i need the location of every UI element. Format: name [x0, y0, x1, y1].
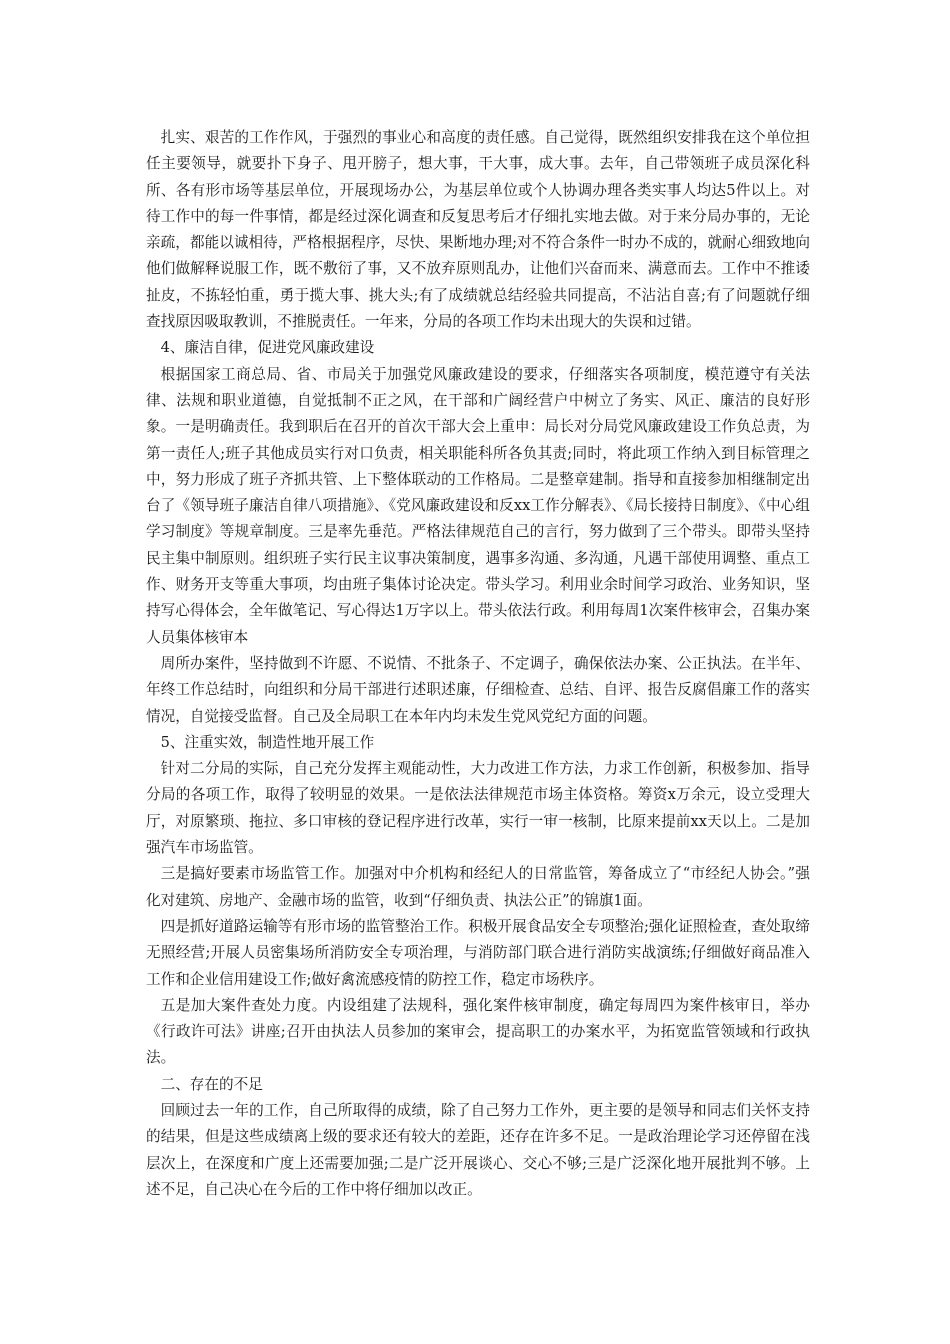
paragraph-case-handling: 五是加大案件查处力度。内设组建了法规科，强化案件核审制度，确定每周四为案件核审日，举办《行政许可法》讲座;召开由执法人员参加的案审会，提高职工的办案水平，为拓宽监管领域和行政执法。	[146, 996, 810, 1067]
paragraph-work-style: 扎实、艰苦的工作作风，于强烈的事业心和高度的责任感。自己觉得，既然组织安排我在这个单位担任主要领导，就要扑下身子、甩开膀子，想大事，干大事，成大事。去年，自己带领班子成员深化科所、各有形市场等基层单位，开展现场办公，为基层单位或个人协调办理各类实事人均达5件以上。对待工作中的每一件事情，都是经过深化调查和反复思考后才仔细扎实地去做。对于来分局办事的，无论亲疏，都能以诚相待，严格根据程序，尽快、果断地办理;对不符合条件一时办不成的，就耐心细致地向他们做解释说服工作，既不敷衍了事，又不放弃原则乱办，让他们兴奋而来、满意而去。工作中不推诿扯皮，不拣轻怕重，勇于揽大事、挑大头;有了成绩就总结经验共同提高，不沾沾自喜;有了问题就仔细查找原因吸取教训，不推脱责任。一年来，分局的各项工作均未出现大的失误和过错。	[146, 129, 810, 331]
paragraph-shortcomings: 回顾过去一年的工作，自己所取得的成绩，除了自己努力工作外，更主要的是领导和同志们关怀支持的结果，但是这些成绩离上级的要求还有较大的差距，还存在许多不足。一是政治理论学习还停留在浅层次上，在深度和广度上还需要加强;二是广泛开展谈心、交心不够;三是广泛深化地开展批判不够。上述不足，自己决心在今后的工作中将仔细加以改正。	[146, 1101, 810, 1198]
heading-integrity: 4、廉洁自律，促进党风廉政建设	[160, 339, 375, 357]
heading-effectiveness: 5、注重实效，制造性地开展工作	[160, 733, 375, 751]
paragraph-integrity: 根据国家工商总局、省、市局关于加强党风廉政建设的要求，仔细落实各项制度，模范遵守有关法律、法规和职业道德，自觉抵制不正之风，在干部和广阔经营户中树立了务实、风正、廉洁的良好形象。一是明确责任。我到职后在召开的首次干部大会上重申：局长对分局党风廉政建设工作负总责，为第一责任人;班子其他成员实行对口负责，相关职能科所各负其责;同时，将此项工作纳入到目标管理之中，努力形成了班子齐抓共管、上下整体联动的工作格局。二是整章建制。指导和直接参加相继制定出台了《领导班子廉洁自律八项措施》、《党风廉政建设和反xx工作分解表》、《局长接持日制度》、《中心组学习制度》等规章制度。三是率先垂范。严格法律规范自己的言行，努力做到了三个带头。即带头坚持民主集中制原则。组织班子实行民主议事决策制度，遇事多沟通、多沟通，凡遇干部使用调整、重点工作、财务开支等重大事项，均由班子集体讨论决定。带头学习。利用业余时间学习政治、业务知识，坚持写心得体会，全年做笔记、写心得达1万字以上。带头依法行政。利用每周1次案件核审会，召集办案人员集体核审本	[146, 365, 810, 646]
paragraph-weekly-cases: 周所办案件，坚持做到不许愿、不说情、不批条子、不定调子，确保依法办案、公正执法。在半年、年终工作总结时，向组织和分局干部进行述职述廉，仔细检查、总结、自评、报告反腐倡廉工作的落实情况，自觉接受监督。自己及全局职工在本年内均未发生党风党纪方面的问题。	[146, 654, 810, 725]
paragraph-road-transport: 四是抓好道路运输等有形市场的监管整治工作。积极开展食品安全专项整治;强化证照检查，查处取缔无照经营;开展人员密集场所消防安全专项治理，与消防部门联合进行消防实战演练;仔细做好商品准入工作和企业信用建设工作;做好禽流感疫情的防控工作，稳定市场秩序。	[146, 917, 810, 988]
paragraph-innovation: 针对二分局的实际，自己充分发挥主观能动性，大力改进工作方法，力求工作创新，积极参加、指导分局的各项工作，取得了较明显的效果。一是依法法律规范市场主体资格。筹资x万余元，设立受理大厅，对原繁琐、拖拉、多口审核的登记程序进行改革，实行一审一核制，比原来提前xx天以上。二是加强汽车市场监管。	[146, 760, 810, 857]
heading-shortcomings: 二、存在的不足	[160, 1075, 263, 1093]
document-page	[146, 125, 810, 1203]
paragraph-factor-market: 三是搞好要素市场监管工作。加强对中介机构和经纪人的日常监管，筹备成立了“市经纪人协会。”强化对建筑、房地产、金融市场的监管，收到“仔细负责、执法公正”的锦旗1面。	[146, 865, 810, 909]
